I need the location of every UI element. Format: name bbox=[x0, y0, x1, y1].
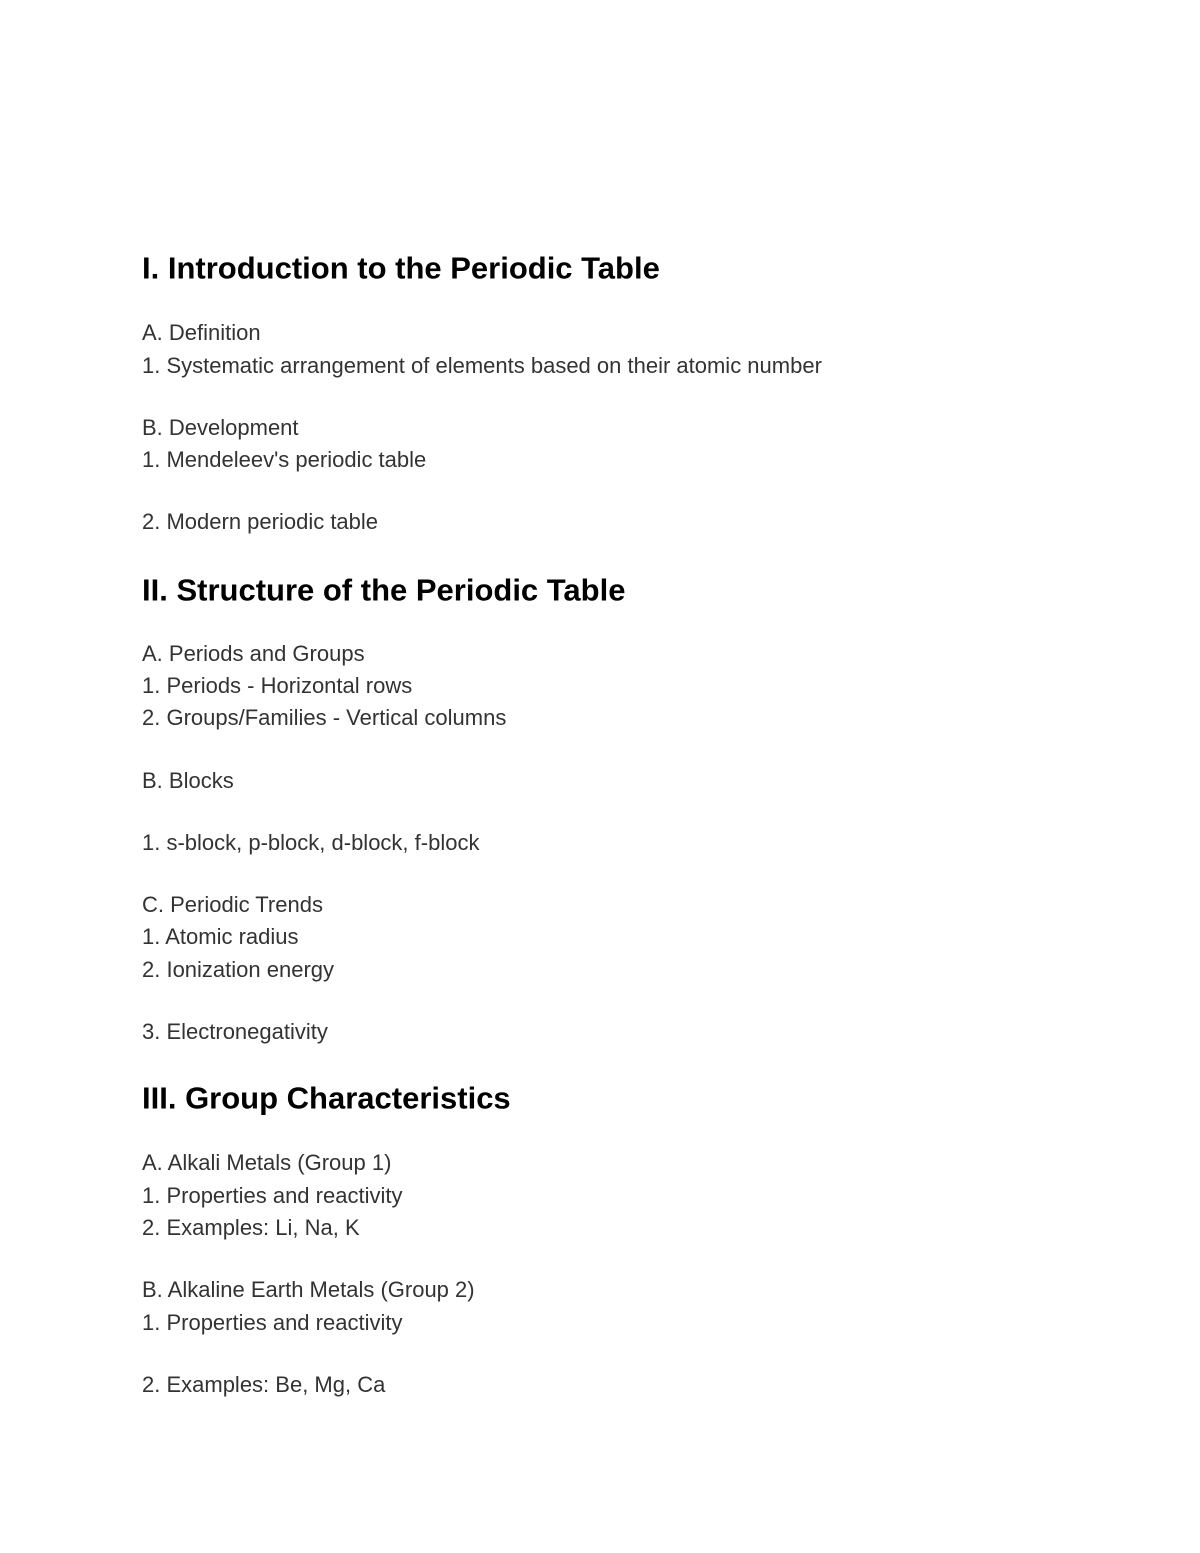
outline-item: 2. Groups/Families - Vertical columns bbox=[142, 704, 507, 730]
section-heading: I. Introduction to the Periodic Table bbox=[142, 250, 660, 286]
subsection-label: A. Alkali Metals (Group 1) bbox=[142, 1149, 392, 1175]
section-heading: II. Structure of the Periodic Table bbox=[142, 572, 626, 608]
outline-item: 2. Examples: Be, Mg, Ca bbox=[142, 1371, 386, 1397]
section-heading: III. Group Characteristics bbox=[142, 1080, 511, 1116]
subsection-label: B. Blocks bbox=[142, 767, 234, 793]
outline-item: 1. Properties and reactivity bbox=[142, 1309, 403, 1335]
subsection-label: A. Periods and Groups bbox=[142, 640, 365, 666]
outline-item: 1. Periods - Horizontal rows bbox=[142, 672, 413, 698]
subsection-label: B. Development bbox=[142, 414, 299, 440]
subsection-label: A. Definition bbox=[142, 319, 261, 345]
outline-item: 1. Properties and reactivity bbox=[142, 1182, 403, 1208]
subsection-label: C. Periodic Trends bbox=[142, 891, 323, 917]
outline-item: 1. Mendeleev's periodic table bbox=[142, 446, 427, 472]
outline-item: 2. Modern periodic table bbox=[142, 508, 379, 534]
outline-item: 1. Systematic arrangement of elements based on their atomic number bbox=[142, 352, 822, 378]
outline-item: 2. Examples: Li, Na, K bbox=[142, 1214, 360, 1240]
outline-item: 2. Ionization energy bbox=[142, 956, 335, 982]
outline-item: 1. Atomic radius bbox=[142, 923, 299, 949]
subsection-label: B. Alkaline Earth Metals (Group 2) bbox=[142, 1276, 475, 1302]
outline-item: 1. s-block, p-block, d-block, f-block bbox=[142, 829, 480, 855]
outline-item: 3. Electronegativity bbox=[142, 1018, 328, 1044]
